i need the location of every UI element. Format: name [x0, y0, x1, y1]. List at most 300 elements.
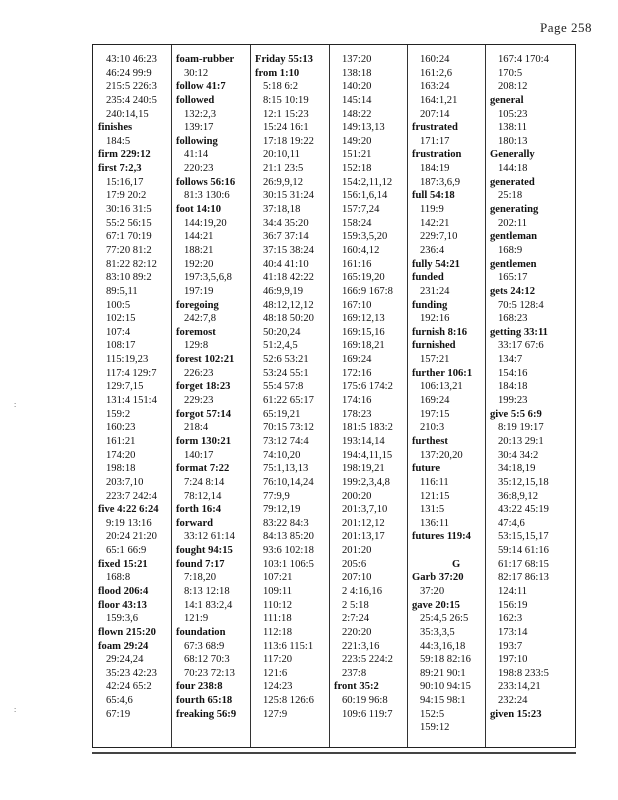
page-reference: 112:18: [263, 626, 293, 638]
page-reference: 173:14: [498, 626, 528, 638]
page-reference: 140:17: [184, 449, 214, 461]
page-reference: 138:11: [498, 122, 528, 134]
page-reference: 192:20: [184, 258, 214, 270]
page-reference: 43:10 46:23: [106, 54, 157, 65]
page-reference: 106:13,21: [420, 381, 463, 393]
page-reference: 154:2,11,12: [342, 176, 393, 188]
page-reference: 215:5 226:3: [106, 81, 157, 93]
index-term: foot 14:10: [176, 204, 222, 216]
page-reference: 67:1 70:19: [106, 231, 152, 243]
page-reference: 200:20: [342, 490, 372, 502]
page-reference: 37:18,18: [263, 204, 301, 216]
page-reference: 168:8: [106, 572, 131, 584]
page-reference: 8:13 12:18: [184, 585, 230, 597]
page-reference: 52:6 53:21: [263, 354, 309, 366]
page-reference: 46:9,9,19: [263, 285, 304, 297]
index-term: follow 41:7: [176, 81, 226, 93]
page-reference: 207:10: [342, 572, 372, 584]
index-column-1: [98, 53, 159, 721]
page-reference: 232:24: [498, 695, 528, 707]
page-reference: 2:7:24: [342, 613, 370, 625]
index-term: fully 54:21: [412, 258, 460, 270]
page-reference: 131:5: [420, 504, 445, 516]
page-reference: 42:24 65:2: [106, 681, 152, 693]
page-reference: 117:4 129:7: [106, 367, 157, 379]
page-reference: 152:5: [420, 708, 445, 720]
index-term: forget 18:23: [176, 381, 231, 393]
page-reference: 162:3: [498, 613, 523, 625]
page-reference: 136:11: [420, 517, 450, 529]
page-reference: 160:23: [106, 422, 136, 434]
page-reference: 14:1 83:2,4: [184, 599, 233, 611]
page-reference: 197:19: [184, 285, 214, 297]
index-term: furthest: [412, 435, 448, 447]
index-term: given 15:23: [490, 708, 542, 720]
page-reference: 181:5 183:2: [342, 422, 393, 434]
page-reference: 174:16: [342, 395, 372, 407]
page-reference: 193:7: [498, 640, 523, 652]
page-reference: 127:9: [263, 708, 288, 720]
page-reference: 169:18,21: [342, 340, 385, 352]
page-reference: 220:23: [184, 163, 214, 175]
page-reference: 154:16: [498, 367, 528, 379]
page-reference: 17:18 19:22: [263, 135, 314, 147]
page-reference: 164:1,21: [420, 94, 458, 106]
page-reference: 116:11: [420, 476, 449, 488]
page-reference: 30:16 31:5: [106, 204, 152, 216]
bottom-rule: [92, 752, 576, 754]
page-reference: 61:22 65:17: [263, 395, 314, 407]
page-reference: 235:4 240:5: [106, 94, 157, 106]
page-reference: 233:14,21: [498, 681, 541, 693]
page-reference: 30:15 31:24: [263, 190, 314, 202]
page-reference: 229:23: [184, 395, 214, 407]
page-reference: 48:18 50:20: [263, 313, 314, 325]
page-reference: 197:15: [420, 408, 450, 420]
margin-mark: :: [14, 705, 17, 714]
page-reference: 223:5 224:2: [342, 654, 393, 666]
index-term: foremost: [176, 326, 216, 338]
page-reference: 236:4: [420, 244, 445, 256]
index-term: foam 29:24: [98, 640, 149, 652]
page-reference: 159:12: [420, 722, 450, 734]
page-reference: 65:19,21: [263, 408, 301, 420]
page-reference: 79:12,19: [263, 504, 301, 516]
page-reference: 30:12: [184, 67, 209, 79]
page-reference: 2 4:16,16: [342, 585, 383, 597]
page-reference: 110:12: [263, 599, 293, 611]
page-reference: 201:20: [342, 545, 372, 557]
page-reference: 15:24 16:1: [263, 122, 309, 134]
page-reference: 53:15,15,17: [498, 531, 549, 543]
page-reference: 74:10,20: [263, 449, 301, 461]
page-reference: 36:8,9,12: [498, 490, 539, 502]
page-reference: 83:10 89:2: [106, 272, 152, 284]
page-reference: 184:19: [420, 163, 450, 175]
page-reference: 35:12,15,18: [498, 476, 549, 488]
page-reference: 78:12,14: [184, 490, 222, 502]
page-reference: 197:10: [498, 654, 528, 666]
page-reference: 197:3,5,6,8: [184, 272, 232, 284]
page-reference: 208:12: [498, 81, 528, 93]
page-reference: 165:19,20: [342, 272, 385, 284]
page-reference: 35:23 42:23: [106, 667, 157, 679]
index-term: frustration: [412, 149, 462, 161]
page-reference: 65:4,6: [106, 695, 133, 707]
page-reference: 167:4 170:4: [498, 54, 549, 65]
page-reference: 17:9 20:2: [106, 190, 147, 202]
page-reference: 139:17: [184, 122, 214, 134]
page-reference: 61:17 68:15: [498, 558, 549, 570]
page-reference: 201:13,17: [342, 531, 385, 543]
page-reference: 142:21: [420, 217, 450, 229]
index-term: forward: [176, 517, 214, 529]
page-reference: 192:16: [420, 313, 450, 325]
page-reference: 100:5: [106, 299, 131, 311]
index-term: finishes: [98, 122, 133, 134]
index-term: full 54:18: [412, 190, 455, 202]
page-reference: 169:12,13: [342, 313, 385, 325]
page-reference: 50:20,24: [263, 326, 301, 338]
index-term: freaking 56:9: [176, 708, 237, 720]
page-reference: 107:21: [263, 572, 293, 584]
page-reference: 68:12 70:3: [184, 654, 230, 666]
page-reference: 129:7,15: [106, 381, 144, 393]
page-reference: 170:5: [498, 67, 523, 79]
page-reference: 121:6: [263, 667, 288, 679]
page-reference: 35:3,3,5: [420, 626, 455, 638]
page-reference: 65:1 66:9: [106, 545, 147, 557]
page-reference: 82:17 86:13: [498, 572, 549, 584]
page-reference: 132:2,3: [184, 108, 217, 120]
page-reference: 51:2,4,5: [263, 340, 298, 352]
page-reference: 156:1,6,14: [342, 190, 388, 202]
page-reference: 44:3,16,18: [420, 640, 466, 652]
page-reference: 103:1 106:5: [263, 558, 314, 570]
page-reference: 124:11: [498, 585, 528, 597]
index-term: gets 24:12: [490, 285, 536, 297]
index-term: flood 206:4: [98, 585, 149, 597]
index-column-6: [490, 53, 549, 721]
page-reference: 158:24: [342, 217, 372, 229]
page-reference: 207:14: [420, 108, 450, 120]
page-reference: 102:15: [106, 313, 136, 325]
page-reference: 70:5 128:4: [498, 299, 544, 311]
page-reference: 199:23: [498, 395, 528, 407]
page-reference: 77:9,9: [263, 490, 290, 502]
page-reference: 9:19 13:16: [106, 517, 152, 529]
page-reference: 29:24,24: [106, 654, 144, 666]
page-reference: 184:5: [106, 135, 131, 147]
page-reference: 43:22 45:19: [498, 504, 549, 516]
index-term: futures 119:4: [412, 531, 471, 543]
page-reference: 188:21: [184, 244, 214, 256]
page-reference: 93:6 102:18: [263, 545, 314, 557]
page-reference: 89:5,11: [106, 285, 138, 297]
page-reference: 53:24 55:1: [263, 367, 309, 379]
page-reference: 41:18 42:22: [263, 272, 314, 284]
index-term: following: [176, 135, 218, 147]
page-reference: 201:3,7,10: [342, 504, 388, 516]
page-reference: 5:18 6:2: [263, 81, 299, 93]
page-reference: 172:16: [342, 367, 372, 379]
page-reference: 152:18: [342, 163, 372, 175]
page-reference: 67:19: [106, 708, 131, 720]
page-reference: 115:19,23: [106, 354, 149, 366]
index-column-5: [412, 53, 472, 735]
index-term: furnish 8:16: [412, 326, 468, 338]
page-reference: 125:8 126:6: [263, 695, 314, 707]
page-reference: 26:9,9,12: [263, 176, 304, 188]
page-reference: 157:7,24: [342, 204, 380, 216]
page-reference: 12:1 15:23: [263, 108, 309, 120]
page-reference: 7:18,20: [184, 572, 217, 584]
page-reference: 198:19,21: [342, 463, 385, 475]
page-reference: 7:24 8:14: [184, 476, 225, 488]
blank-line: [412, 544, 472, 558]
index-term: found 7:17: [176, 558, 225, 570]
page-reference: 242:7,8: [184, 313, 217, 325]
page-reference: 83:22 84:3: [263, 517, 309, 529]
page-reference: 47:4,6: [498, 517, 525, 529]
index-term: furnished: [412, 340, 456, 352]
index-term: foam-rubber: [176, 54, 235, 65]
index-term: forth 16:4: [176, 504, 222, 516]
page-reference: 184:18: [498, 381, 528, 393]
page-reference: 21:1 23:5: [263, 163, 304, 175]
page-reference: 210:3: [420, 422, 445, 434]
index-term: generating: [490, 204, 539, 216]
page-reference: 81:22 82:12: [106, 258, 157, 270]
page-reference: 70:23 72:13: [184, 667, 235, 679]
page-reference: 59:18 82:16: [420, 654, 471, 666]
index-term: followed: [176, 94, 215, 106]
index-term: firm 229:12: [98, 149, 151, 161]
page-reference: 75:1,13,13: [263, 463, 309, 475]
page-reference: 161:21: [106, 435, 136, 447]
index-term: further 106:1: [412, 367, 473, 379]
page-reference: 159:3,5,20: [342, 231, 388, 243]
page-reference: 20:24 21:20: [106, 531, 157, 543]
page-reference: 160:24: [420, 54, 450, 65]
page-reference: 168:9: [498, 244, 523, 256]
index-column-4: [334, 53, 393, 721]
column-divider: [171, 45, 172, 747]
page-reference: 76:10,14,24: [263, 476, 314, 488]
column-divider: [485, 45, 486, 747]
page-reference: 137:20,20: [420, 449, 463, 461]
page-reference: 178:23: [342, 408, 372, 420]
page-reference: 67:3 68:9: [184, 640, 225, 652]
page-reference: 33:12 61:14: [184, 531, 235, 543]
page-reference: 205:6: [342, 558, 367, 570]
index-term: foregoing: [176, 299, 219, 311]
page-reference: 109:6 119:7: [342, 708, 393, 720]
page-reference: 59:14 61:16: [498, 545, 549, 557]
margin-mark: :: [14, 400, 17, 409]
page-reference: 108:17: [106, 340, 136, 352]
page-reference: 199:2,3,4,8: [342, 476, 390, 488]
page-reference: 121:9: [184, 613, 209, 625]
index-term: gave 20:15: [412, 599, 460, 611]
page-reference: 144:21: [184, 231, 214, 243]
page-reference: 180:13: [498, 135, 528, 147]
index-term: forest 102:21: [176, 354, 235, 366]
page-reference: 30:4 34:2: [498, 449, 539, 461]
index-term: general: [490, 94, 524, 106]
page-reference: 171:17: [420, 135, 450, 147]
index-column-2: [176, 53, 236, 721]
page-reference: 149:13,13: [342, 122, 385, 134]
index-term: five 4:22 6:24: [98, 504, 159, 516]
page-reference: 84:13 85:20: [263, 531, 314, 543]
page-reference: 218:4: [184, 422, 209, 434]
page-reference: 140:20: [342, 81, 372, 93]
page-reference: 25:4,5 26:5: [420, 613, 469, 625]
page-reference: 151:21: [342, 149, 372, 161]
page-reference: 89:21 90:1: [420, 667, 466, 679]
column-divider: [250, 45, 251, 747]
page-reference: 55:2 56:15: [106, 217, 152, 229]
index-term: fourth 65:18: [176, 695, 233, 707]
page-reference: 121:15: [420, 490, 450, 502]
index-term: generated: [490, 176, 535, 188]
index-term: gentlemen: [490, 258, 537, 270]
page-reference: 25:18: [498, 190, 523, 202]
index-term: floor 43:13: [98, 599, 147, 611]
page-reference: 148:22: [342, 108, 372, 120]
page-reference: 131:4 151:4: [106, 395, 157, 407]
index-term: first 7:2,3: [98, 163, 142, 175]
index-term: gentleman: [490, 231, 538, 243]
page-reference: 48:12,12,12: [263, 299, 314, 311]
page-reference: 156:19: [498, 599, 528, 611]
index-term: from 1:10: [255, 67, 300, 79]
column-divider: [329, 45, 330, 747]
index-term: Friday 55:13: [255, 54, 313, 65]
page-reference: 37:15 38:24: [263, 244, 314, 256]
page-reference: 220:20: [342, 626, 372, 638]
index-term: give 5:5 6:9: [490, 408, 542, 420]
page-reference: 138:18: [342, 67, 372, 79]
page-reference: 198:8 233:5: [498, 667, 549, 679]
page-reference: 90:10 94:15: [420, 681, 471, 693]
page-number: Page 258: [539, 20, 592, 35]
page-reference: 223:7 242:4: [106, 490, 157, 502]
page-reference: 169:15,16: [342, 326, 385, 338]
column-divider: [407, 45, 408, 747]
page-reference: 159:2: [106, 408, 131, 420]
page-reference: 55:4 57:8: [263, 381, 304, 393]
page-reference: 34:18,19: [498, 463, 536, 475]
page-reference: 149:20: [342, 135, 372, 147]
page-reference: 134:7: [498, 354, 523, 366]
page-reference: 169:24: [420, 395, 450, 407]
page-reference: 174:20: [106, 449, 136, 461]
page-reference: 168:23: [498, 313, 528, 325]
page-reference: 163:24: [420, 81, 450, 93]
page-reference: 105:23: [498, 108, 528, 120]
page-reference: 161:2,6: [420, 67, 453, 79]
page-reference: 117:20: [263, 654, 293, 666]
index-term: frustrated: [412, 122, 458, 134]
page-reference: 159:3,6: [106, 613, 139, 625]
page-reference: 161:16: [342, 258, 372, 270]
page-reference: 70:15 73:12: [263, 422, 314, 434]
index-term: forgot 57:14: [176, 408, 232, 420]
page-reference: 229:7,10: [420, 231, 458, 243]
page-reference: 157:21: [420, 354, 450, 366]
page-reference: 175:6 174:2: [342, 381, 393, 393]
page-reference: 8:15 10:19: [263, 94, 309, 106]
section-letter: G: [451, 558, 461, 570]
index-term: foundation: [176, 626, 226, 638]
index-term: format 7:22: [176, 463, 230, 475]
page-reference: 77:20 81:2: [106, 244, 152, 256]
index-column-3: [255, 53, 314, 721]
page-reference: 193:14,14: [342, 435, 385, 447]
page-reference: 165:17: [498, 272, 528, 284]
page-reference: 37:20: [420, 585, 445, 597]
page-reference: 119:9: [420, 204, 444, 216]
page-reference: 166:9 167:8: [342, 285, 393, 297]
page-reference: 144:18: [498, 163, 528, 175]
page-reference: 20:13 29:1: [498, 435, 544, 447]
page-reference: 40:4 41:10: [263, 258, 309, 270]
index-term: funded: [412, 272, 444, 284]
page-reference: 169:24: [342, 354, 372, 366]
index-term: follows 56:16: [176, 176, 236, 188]
page-reference: 33:17 67:6: [498, 340, 544, 352]
page-reference: 198:18: [106, 463, 136, 475]
page-reference: 202:11: [498, 217, 528, 229]
page-reference: 203:7,10: [106, 476, 144, 488]
page-reference: 226:23: [184, 367, 214, 379]
page-reference: 160:4,12: [342, 244, 380, 256]
page-reference: 73:12 74:4: [263, 435, 309, 447]
page-reference: 144:19,20: [184, 217, 227, 229]
page-reference: 60:19 96:8: [342, 695, 388, 707]
page-reference: 8:19 19:17: [498, 422, 544, 434]
page-reference: 221:3,16: [342, 640, 380, 652]
page-reference: 111:18: [263, 613, 292, 625]
page-reference: 107:4: [106, 326, 131, 338]
index-term: front 35:2: [334, 681, 379, 693]
page-reference: 240:14,15: [106, 108, 149, 120]
page-reference: 201:12,12: [342, 517, 385, 529]
page-reference: 15:16,17: [106, 176, 144, 188]
page-reference: 41:14: [184, 149, 209, 161]
index-term: four 238:8: [176, 681, 223, 693]
page-reference: 113:6 115:1: [263, 640, 314, 652]
index-term: fought 94:15: [176, 545, 233, 557]
page-reference: 36:7 37:14: [263, 231, 309, 243]
page-reference: 109:11: [263, 585, 293, 597]
index-term: Garb 37:20: [412, 572, 464, 584]
page-reference: 194:4,11,15: [342, 449, 393, 461]
index-term: getting 33:11: [490, 326, 548, 338]
page-reference: 46:24 99:9: [106, 67, 152, 79]
page-reference: 187:3,6,9: [420, 176, 461, 188]
index-term: future: [412, 463, 441, 475]
page-reference: 167:10: [342, 299, 372, 311]
page-reference: 231:24: [420, 285, 450, 297]
page-reference: 137:20: [342, 54, 372, 65]
page-reference: 124:23: [263, 681, 293, 693]
index-term: funding: [412, 299, 448, 311]
page-reference: 94:15 98:1: [420, 695, 466, 707]
index-term: flown 215:20: [98, 626, 156, 638]
